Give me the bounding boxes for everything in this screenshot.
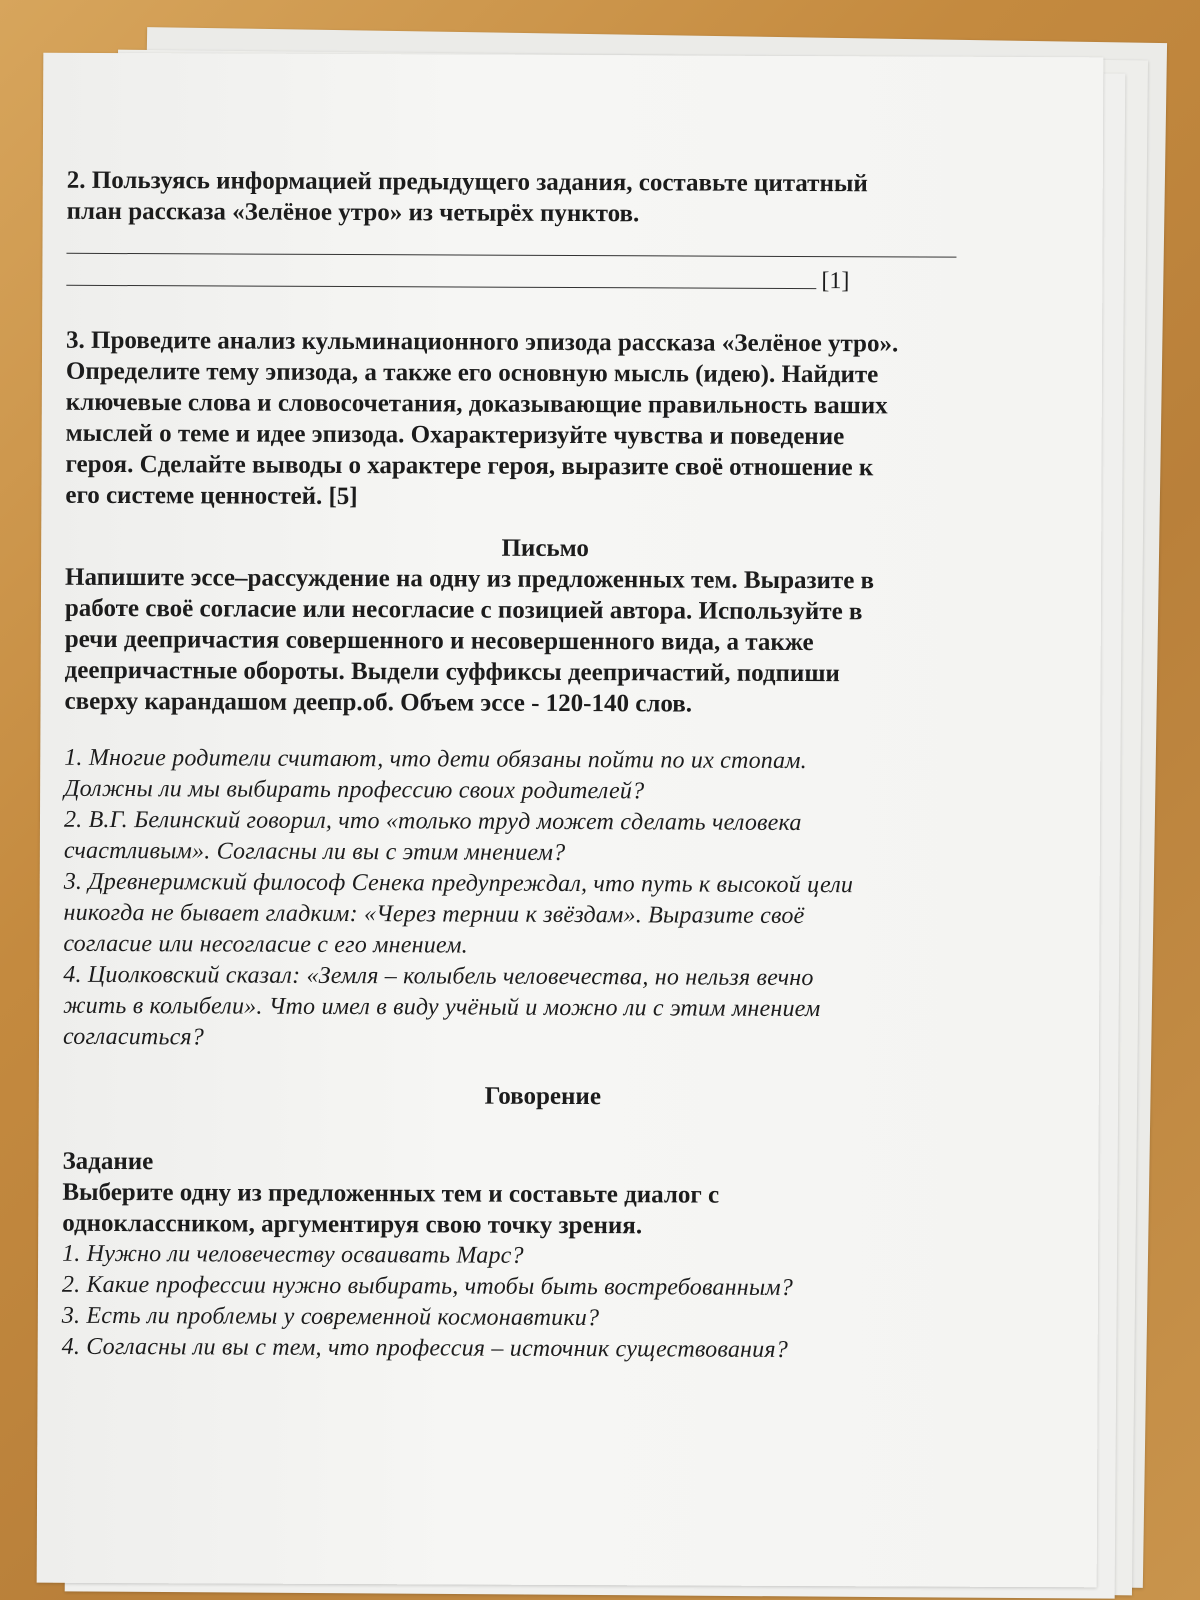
writing-topic-line: 4. Циолковский сказал: «Земля – колыбель человечества, но нельзя вечно — [63, 961, 814, 992]
writing-topic-line: согласие или несогласие с его мнением. — [63, 930, 468, 959]
writing-topic-line: жить в колыбели». Что имел в виду учёный и можно ли с этим мнением — [63, 992, 821, 1023]
writing-topics — [63, 743, 1024, 1057]
speaking-task-label: Задание — [62, 1147, 154, 1176]
writing-topic-line: счастливым». Согласны ли вы с этим мнением? — [63, 837, 566, 866]
task-3-line: Определите тему эпизода, а также его основную мысль (идею). Найдите — [65, 357, 879, 389]
answer-rule — [66, 253, 956, 258]
task-3-line: героя. Сделайте выводы о характере героя, выразите своё отношение к — [65, 450, 874, 482]
writing-topic-line: 2. В.Г. Белинский говорил, что «только труд может сделать человека — [63, 806, 802, 837]
speaking-topic-line: 1. Нужно ли человечеству осваивать Марс? — [62, 1240, 524, 1269]
writing-topic-line: 3. Древнеримский философ Сенека предупреждал, что путь к высокой цели — [63, 868, 854, 899]
writing-instruction-line: Напишите эссе–рассуждение на одну из предложенных тем. Выразите в — [64, 563, 875, 595]
task-2 — [67, 165, 1027, 231]
answer-line — [66, 235, 1026, 269]
task-2-line: план рассказа «Зелёное утро» из четырёх пунктов. — [66, 197, 640, 228]
speaking-instruction — [62, 1177, 1022, 1243]
speaking-instruction-line: Выберите одну из предложенных тем и составьте диалог с — [62, 1178, 720, 1209]
writing-instruction-line: деепричастные обороты. Выдели суффиксы деепричастий, подпиши — [64, 656, 840, 688]
worksheet-content — [62, 165, 1027, 1367]
writing-topic-line: 1. Многие родители считают, что дети обязаны пойти по их стопам. — [64, 744, 807, 775]
task-2-score: [1] — [821, 268, 850, 295]
speaking-topic-line: 2. Какие профессии нужно выбирать, чтобы быть востребованным? — [61, 1271, 794, 1301]
speaking-heading: Говорение — [484, 1082, 602, 1111]
answer-rule — [66, 285, 816, 289]
writing-topic-line: Должны ли мы выбирать профессию своих родителей? — [64, 775, 645, 805]
task-2-line: 2. Пользуясь информацией предыдущего задания, составьте цитатный — [66, 166, 868, 198]
speaking-topic-line: 3. Есть ли проблемы у современной космонавтики? — [61, 1302, 600, 1332]
task-3-line: ключевые слова и словосочетания, доказывающие правильность ваших — [65, 388, 888, 420]
task-3 — [65, 325, 1026, 515]
speaking-instruction-line: одноклассником, аргументируя свою точку зрения. — [62, 1209, 643, 1240]
worksheet-page — [37, 53, 1104, 1588]
speaking-topic-line: 4. Согласны ли вы с тем, что профессия – источник существования? — [61, 1333, 788, 1363]
task-3-line: его системе ценностей. [5] — [65, 481, 358, 511]
task-3-line: мыслей о теме и идее эпизода. Охарактеризуйте чувства и поведение — [65, 419, 845, 451]
writing-instruction — [64, 562, 1025, 721]
writing-topic-line: согласиться? — [62, 1023, 205, 1051]
writing-topic-line: никогда не бывает гладким: «Через тернии к звёздам». Выразите своё — [63, 899, 805, 930]
task-3-line: 3. Проведите анализ кульминационного эпизода рассказа «Зелёное утро». — [66, 326, 899, 358]
writing-heading: Письмо — [501, 534, 589, 563]
speaking-topics — [62, 1239, 1023, 1367]
writing-instruction-line: работе своё согласие или несогласие с позицией автора. Используйте в — [64, 594, 863, 626]
answer-line — [66, 265, 1026, 299]
writing-instruction-line: сверху карандашом деепр.об. Объем эссе - 120-140 слов. — [64, 687, 693, 718]
writing-instruction-line: речи деепричастия совершенного и несовершенного вида, а также — [64, 625, 814, 657]
